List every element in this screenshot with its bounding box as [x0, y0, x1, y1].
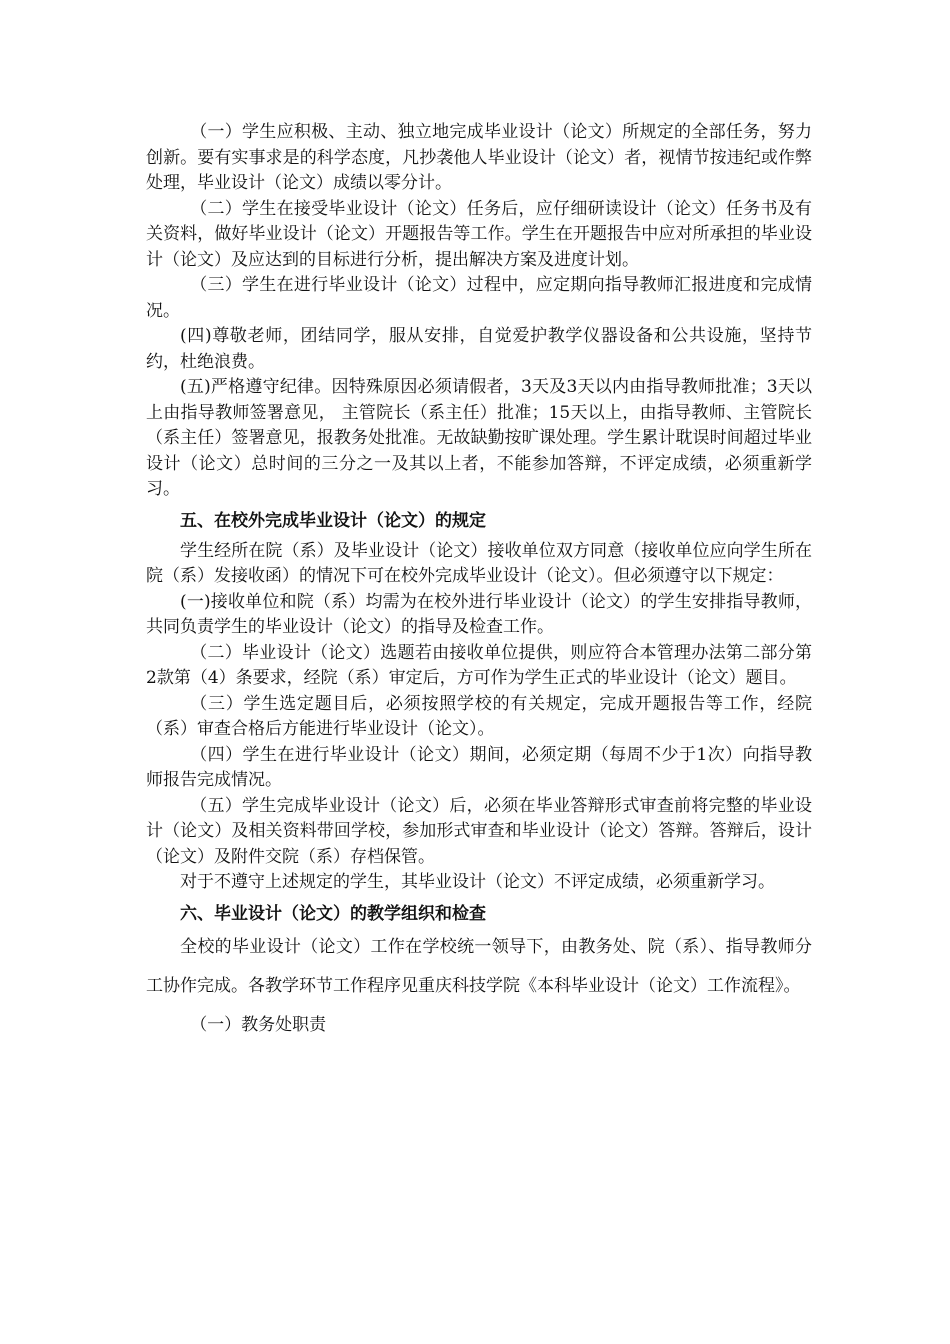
section5-closing: 对于不遵守上述规定的学生，其毕业设计（论文）不评定成绩，必须重新学习。 — [180, 872, 775, 892]
section5-heading: 五、在校外完成毕业设计（论文）的规定 — [180, 510, 486, 531]
section4-paragraph-4: (四)尊敬老师，团结同学，服从安排，自觉爱护教学仪器设备和公共设施，坚持节约，杜绝浪费。 — [146, 326, 812, 372]
section4-paragraph-5: (五)严格遵守纪律。因特殊原因必须请假者，3天及3天以内由指导教师批准；3天以上由指导教师签署意见， 主管院长（系主任）批准；15天以上，由指导教师、主管院长（系主任）签署意见，报教务处批准。无故缺勤按旷课处理。学生累计耽误时间超过毕业设计（论文）总时间的三分之一及其以上者，不能参加答辩，不评定成绩，必须重新学习。 — [146, 377, 812, 499]
section6-intro: 全校的毕业设计（论文）工作在学校统一领导下，由教务处、院（系）、指导教师分工协作完成。各教学环节工作程序见重庆科技学院《本科毕业设计（论文）工作流程》。 — [146, 936, 812, 996]
document-body — [146, 120, 812, 1045]
section4-paragraph-2: （二）学生在接受毕业设计（论文）任务后，应仔细研读设计（论文）任务书及有关资料，做好毕业设计（论文）开题报告等工作。学生在开题报告中应对所承担的毕业设计（论文）及应达到的目标进行分析，提出解决方案及进度计划。 — [146, 198, 812, 270]
section6-heading: 六、毕业设计（论文）的教学组织和检查 — [180, 903, 486, 924]
section5-item-4: （四）学生在进行毕业设计（论文）期间，必须定期（每周不少于1次）向指导教师报告完成情况。 — [146, 744, 812, 790]
section6-subheading-1: （一）教务处职责 — [190, 1014, 327, 1035]
section5-item-5: （五）学生完成毕业设计（论文）后，必须在毕业答辩形式审查前将完整的毕业设计（论文）及相关资料带回学校，参加形式审查和毕业设计（论文）答辩。答辩后，设计（论文）及附件交院（系）存档保管。 — [146, 795, 812, 867]
section5-intro: 学生经所在院（系）及毕业设计（论文）接收单位双方同意（接收单位应向学生所在院（系）发接收函）的情况下可在校外完成毕业设计（论文）。但必须遵守以下规定： — [146, 540, 812, 586]
section5-item-2: （二）毕业设计（论文）选题若由接收单位提供，则应符合本管理办法第二部分第2款第（4）条要求，经院（系）审定后，方可作为学生正式的毕业设计（论文）题目。 — [146, 642, 812, 688]
section4-paragraph-3: （三）学生在进行毕业设计（论文）过程中，应定期向指导教师汇报进度和完成情况。 — [146, 275, 812, 321]
section5-item-3: （三）学生选定题目后，必须按照学校的有关规定，完成开题报告等工作，经院（系）审查合格后方能进行毕业设计（论文）。 — [146, 693, 812, 739]
section5-item-1: (一)接收单位和院（系）均需为在校外进行毕业设计（论文）的学生安排指导教师，共同负责学生的毕业设计（论文）的指导及检查工作。 — [146, 591, 812, 637]
section4-paragraph-1: （一）学生应积极、主动、独立地完成毕业设计（论文）所规定的全部任务，努力创新。要有实事求是的科学态度，凡抄袭他人毕业设计（论文）者，视情节按违纪或作弊处理，毕业设计（论文）成绩以零分计。 — [146, 122, 812, 193]
